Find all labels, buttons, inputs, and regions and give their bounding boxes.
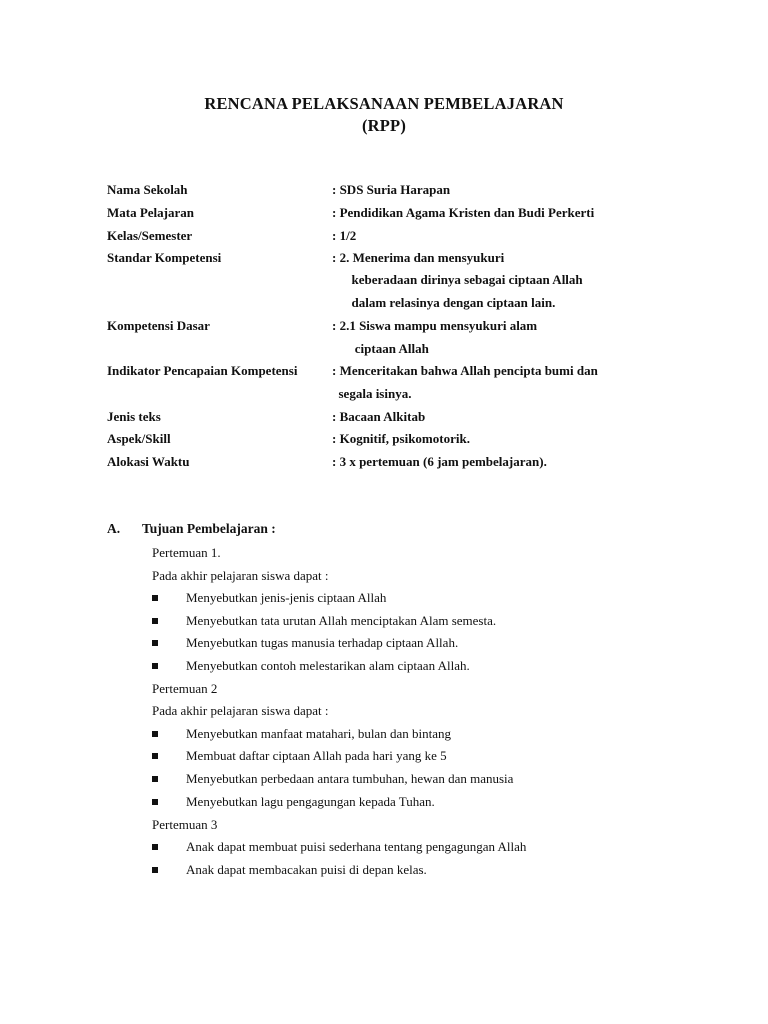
identity-label: Jenis teks <box>107 409 161 424</box>
bullet-icon <box>152 844 158 850</box>
identity-label: Alokasi Waktu <box>107 454 190 469</box>
identity-row <box>107 205 667 227</box>
list-item <box>152 658 712 678</box>
list-item-text: Menyebutkan contoh melestarikan alam ciptaan Allah. <box>186 658 470 673</box>
list-item-text: Menyebutkan perbedaan antara tumbuhan, hewan dan manusia <box>186 771 514 786</box>
list-item-text: Menyebutkan tugas manusia terhadap ciptaan Allah. <box>186 635 459 650</box>
list-item <box>152 590 712 610</box>
list-item <box>152 794 712 814</box>
meeting-1-intro: Pada akhir pelajaran siswa dapat : <box>152 568 329 583</box>
bullet-icon <box>152 663 158 669</box>
bullet-icon <box>152 640 158 646</box>
list-item-text: Menyebutkan tata urutan Allah menciptakan Alam semesta. <box>186 613 497 628</box>
identity-row <box>107 409 667 431</box>
document-title: RENCANA PELAKSANAAN PEMBELAJARAN <box>204 94 564 113</box>
meeting-2-title: Pertemuan 2 <box>152 681 218 696</box>
identity-label: Standar Kompetensi <box>107 250 222 265</box>
identity-label: Nama Sekolah <box>107 182 188 197</box>
meeting-2-intro: Pada akhir pelajaran siswa dapat : <box>152 703 329 718</box>
identity-value: segala isinya. <box>332 386 412 401</box>
document-subtitle: (RPP) <box>361 116 407 135</box>
meeting-3-title: Pertemuan 3 <box>152 817 218 832</box>
identity-value: : Bacaan Alkitab <box>332 409 426 424</box>
bullet-icon <box>152 867 158 873</box>
identity-row <box>107 250 667 272</box>
identity-label: Indikator Pencapaian Kompetensi <box>107 363 298 378</box>
identity-row <box>107 295 667 317</box>
identity-row <box>107 363 667 385</box>
identity-label: Mata Pelajaran <box>107 205 195 220</box>
identity-value: dalam relasinya dengan ciptaan lain. <box>332 295 556 310</box>
identity-value: : Menceritakan bahwa Allah pencipta bumi dan <box>332 363 598 378</box>
bullet-icon <box>152 618 158 624</box>
identity-value: : Kognitif, psikomotorik. <box>332 431 470 446</box>
identity-value: : SDS Suria Harapan <box>332 182 451 197</box>
identity-value: : Pendidikan Agama Kristen dan Budi Perkerti <box>332 205 595 220</box>
section-title: Tujuan Pembelajaran : <box>142 521 276 536</box>
list-item-text: Anak dapat membacakan puisi di depan kelas. <box>186 862 427 877</box>
identity-label: Aspek/Skill <box>107 431 171 446</box>
identity-row <box>107 272 667 294</box>
bullet-icon <box>152 753 158 759</box>
identity-value: : 1/2 <box>332 228 357 243</box>
identity-value: ciptaan Allah <box>332 341 429 356</box>
identity-label: Kompetensi Dasar <box>107 318 210 333</box>
identity-row <box>107 431 667 453</box>
list-item <box>152 839 712 859</box>
identity-row <box>107 182 667 204</box>
list-item <box>152 726 712 746</box>
list-item <box>152 635 712 655</box>
list-item-text: Membuat daftar ciptaan Allah pada hari yang ke 5 <box>186 748 447 763</box>
list-item <box>152 748 712 768</box>
bullet-icon <box>152 776 158 782</box>
identity-value: : 3 x pertemuan (6 jam pembelajaran). <box>332 454 547 469</box>
list-item-text: Menyebutkan jenis-jenis ciptaan Allah <box>186 590 387 605</box>
list-item <box>152 862 712 882</box>
identity-row <box>107 454 667 476</box>
identity-value: keberadaan dirinya sebagai ciptaan Allah <box>332 272 583 287</box>
bullet-icon <box>152 595 158 601</box>
identity-row <box>107 228 667 250</box>
bullet-icon <box>152 731 158 737</box>
identity-row <box>107 318 667 340</box>
identity-value: : 2.1 Siswa mampu mensyukuri alam <box>332 318 538 333</box>
meeting-1-title: Pertemuan 1. <box>152 545 221 560</box>
list-item <box>152 771 712 791</box>
list-item-text: Anak dapat membuat puisi sederhana tentang pengagungan Allah <box>186 839 527 854</box>
identity-label: Kelas/Semester <box>107 228 193 243</box>
identity-row <box>107 341 667 363</box>
list-item-text: Menyebutkan manfaat matahari, bulan dan bintang <box>186 726 451 741</box>
list-item-text: Menyebutkan lagu pengagungan kepada Tuhan. <box>186 794 435 809</box>
bullet-icon <box>152 799 158 805</box>
list-item <box>152 613 712 633</box>
identity-value: : 2. Menerima dan mensyukuri <box>332 250 505 265</box>
section-letter: A. <box>107 521 121 536</box>
identity-row <box>107 386 667 408</box>
